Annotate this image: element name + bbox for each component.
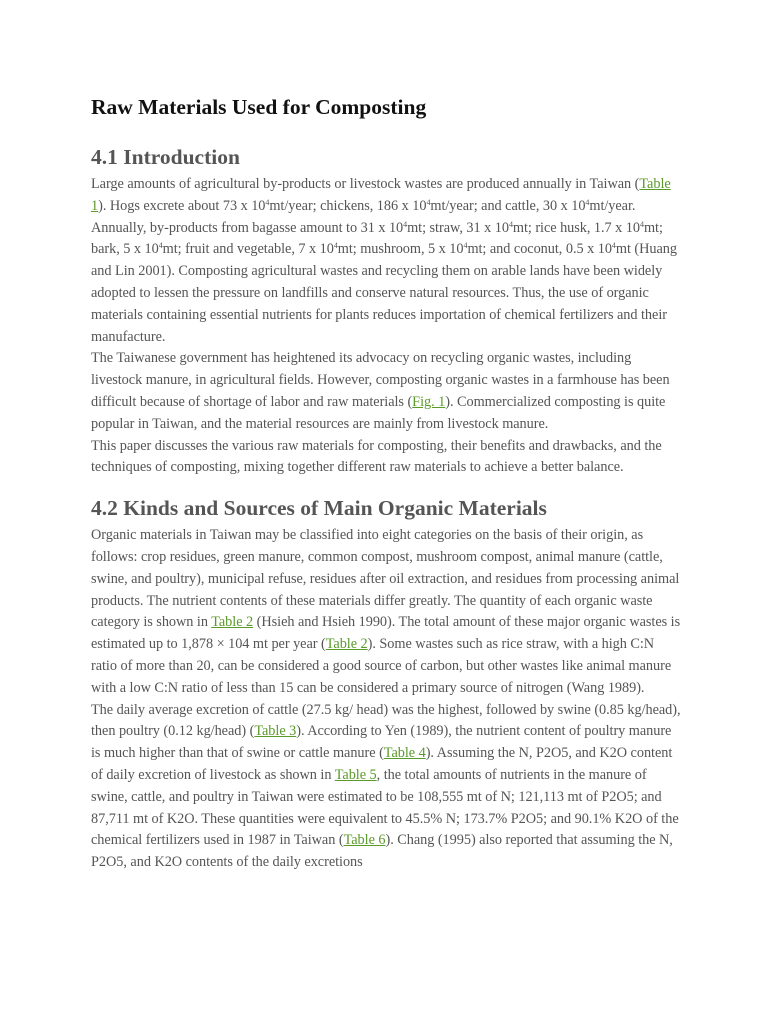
text-span: The daily average excretion of cattle (27.5 kg/ head) was the highest, followed by swine (0.85 kg/head), then poultry (0.12 kg/head) (: [91, 701, 681, 740]
paragraph-kinds-2: [91, 700, 683, 874]
table-6-link[interactable]: Table 6: [343, 832, 386, 849]
superscript: 4: [426, 197, 431, 207]
superscript: 4: [265, 197, 270, 207]
superscript: 4: [508, 219, 513, 229]
text-span: ). Assuming the N, P2O5, and K2O content of daily excretion of livestock as shown in: [91, 745, 673, 783]
page-title: Raw Materials Used for Composting: [91, 95, 427, 119]
superscript: 4: [611, 241, 616, 251]
table-1-link[interactable]: Table 1: [91, 176, 671, 214]
text-span: Organic materials in Taiwan may be classified into eight categories on the basis of their origin, as follows: crop residues, green manure, common compost, mushroom compost, animal manure (cattle, swine, and poultry), municipal refuse, residues after oil extraction, and residues from processing animal products. The nutrient contents of these materials differ greatly. The quantity of each organic waste category is shown in: [91, 527, 680, 631]
section-heading-kinds-and-sources: 4.2 Kinds and Sources of Main Organic Materials: [91, 496, 547, 521]
text-span: Large amounts of agricultural by-products or livestock wastes are produced annually in Taiwan (: [91, 176, 640, 192]
table-5-link[interactable]: Table 5: [334, 766, 377, 783]
text-span: mt/year; and cattle, 30 x 10: [430, 197, 586, 214]
paragraph-intro-1: [91, 174, 683, 348]
superscript: 4: [585, 197, 590, 207]
text-span: mt/year. Annually, by-products from bagasse amount to 31 x 10: [91, 197, 636, 236]
text-span: ). Some wastes such as rice straw, with a high C:N ratio of more than 20, can be considered a good source of carbon, but other wastes like animal manure with a low C:N ratio of less than 15 can be considered a primary source of nitrogen (Wang 1989).: [91, 636, 672, 696]
text-span: mt; straw, 31 x 10: [407, 219, 509, 236]
paragraph-kinds-1: [91, 525, 683, 699]
superscript: 4: [158, 241, 163, 251]
section-heading-introduction: 4.1 Introduction: [91, 145, 240, 169]
article-body: [91, 92, 683, 874]
fig-1-link[interactable]: Fig. 1: [412, 393, 446, 410]
text-span: mt; fruit and vegetable, 7 x 10: [162, 241, 334, 258]
superscript: 4: [403, 219, 408, 229]
text-span: mt/year; chickens, 186 x 10: [269, 197, 427, 214]
text-span: The Taiwanese government has heightened its advocacy on recycling organic wastes, including livestock manure, in agricultural fields. However, composting organic wastes in a farmhouse has been difficult because of shortage of labor and raw materials (: [91, 350, 670, 410]
text-span: (Hsieh and Hsieh 1990). The total amount of these major organic wastes is estimated up to 1,878 × 104 mt per year (: [91, 614, 681, 653]
table-3-link[interactable]: Table 3: [254, 723, 297, 740]
table-4-link[interactable]: Table 4: [383, 745, 426, 762]
text-span: ). According to Yen (1989), the nutrient content of poultry manure is much higher than that of swine or cattle manure (: [91, 723, 672, 762]
superscript: 4: [463, 241, 468, 251]
text-span: mt; mushroom, 5 x 10: [337, 241, 464, 258]
text-span: mt; rice husk, 1.7 x 10: [512, 219, 641, 236]
text-span: ). Chang (1995) also reported that assuming the N, P2O5, and K2O contents of the daily excretions: [91, 832, 673, 871]
text-span: mt; bark, 5 x 10: [91, 219, 663, 258]
superscript: 4: [640, 219, 644, 229]
paragraph-intro-2: [91, 348, 683, 435]
text-span: mt (Huang and Lin 2001). Composting agricultural wastes and recycling them on arable lands have been widely adopted to lessen the pressure on landfills and conserve natural resources. Thus, the use of organic materials containing essential nutrients for plants reduces importation of chemical fertilizers and their manufacture.: [91, 241, 677, 345]
text-span: mt; and coconut, 0.5 x 10: [467, 241, 612, 258]
text-span: , the total amounts of nutrients in the manure of swine, cattle, and poultry in Taiwan were estimated to be 108,555 mt of N; 121,113 mt of P2O5; and 87,711 mt of K2O. These quantities were equivalent to 45.5% N; 173.7% P2O5; and 90.1% K2O of the chemical fertilizers used in 1987 in Taiwan (: [91, 766, 679, 849]
superscript: 4: [333, 241, 338, 251]
paragraph-intro-3: This paper discusses the various raw materials for composting, their benefits and drawbacks, and the techniques of composting, mixing together different raw materials to achieve a better balance.: [91, 437, 662, 476]
table-2-link[interactable]: Table 2: [325, 636, 368, 653]
text-span: ). Hogs excrete about 73 x 10: [98, 197, 266, 214]
text-span: ). Commercialized composting is quite popular in Taiwan, and the material resources are mainly from livestock manure.: [91, 393, 666, 432]
table-2-link[interactable]: Table 2: [211, 614, 254, 631]
